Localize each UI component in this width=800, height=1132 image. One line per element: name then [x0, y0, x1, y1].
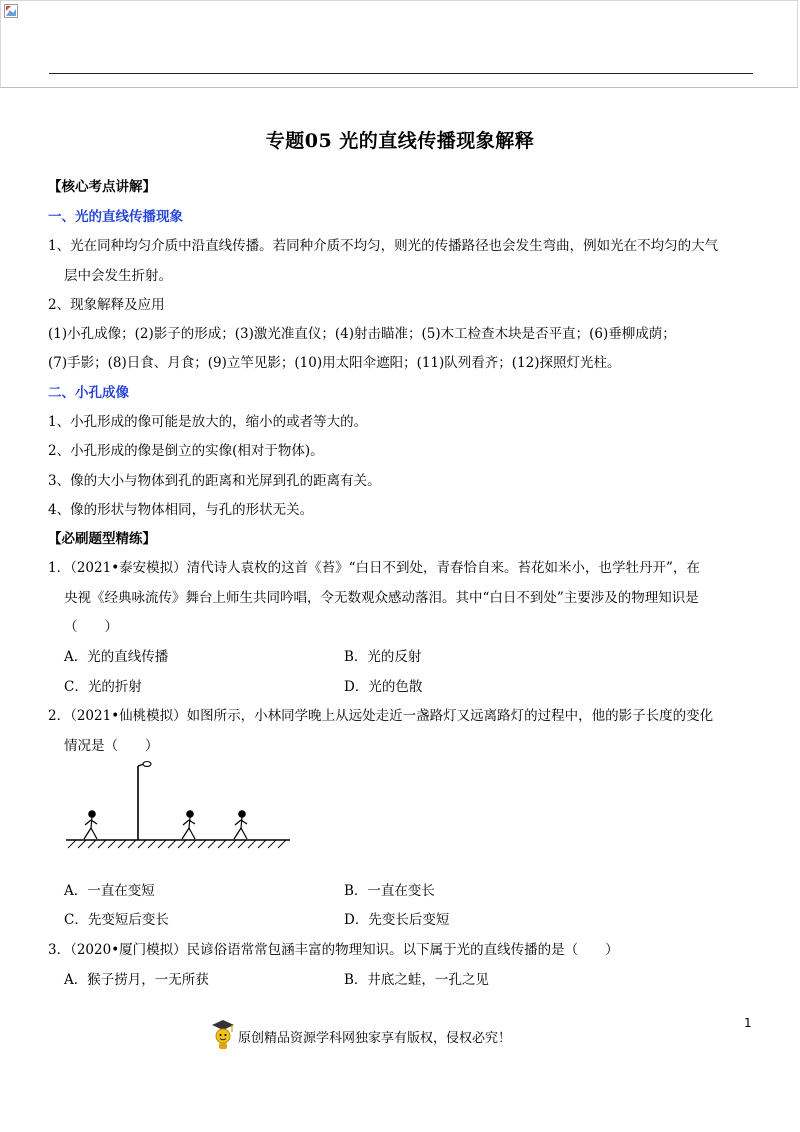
question-2-line-2: 情况是（ ）: [64, 738, 159, 754]
paragraph-2: 2、现象解释及应用: [48, 297, 165, 313]
question-2-line-1: 2．（2021•仙桃模拟）如图所示，小林同学晚上从远处走近一盏路灯又远离路灯的过程中，他的影子长度的变化: [48, 708, 714, 724]
question-2-option-c: C．先变短后变长: [64, 912, 169, 928]
section-heading-practice: 【必刷题型精练】: [48, 531, 156, 547]
street-lamp: [138, 762, 151, 841]
pinhole-point-4: 4、像的形状与物体相同，与孔的形状无关。: [48, 502, 314, 518]
applications-list-1: (1)小孔成像；(2)影子的形成；(3)激光准直仪；(4)射击瞄准；(5)木工检查木块是否平直；(6)垂柳成荫；: [48, 326, 676, 342]
page-header: [0, 0, 798, 88]
question-2-option-d: D．先变长后变短: [344, 912, 450, 928]
pinhole-point-2: 2、小孔形成的像是倒立的实像(相对于物体)。: [48, 443, 324, 459]
copyright-footer: [210, 1018, 550, 1052]
walking-person-right: [234, 811, 247, 839]
document-title: 专题05 光的直线传播现象解释: [265, 130, 535, 152]
copyright-text: 原创精品资源学科网独家享有版权，侵权必究！: [238, 1031, 512, 1046]
question-1-option-c: C．光的折射: [64, 679, 142, 695]
broken-image-icon: [4, 4, 18, 18]
walking-person-middle: [182, 811, 195, 839]
graduate-mascot-icon: [210, 1018, 236, 1052]
walking-person-left: [84, 811, 97, 839]
page-number: 1: [744, 1016, 752, 1030]
question-1-line-1: 1．（2021•泰安模拟）清代诗人袁枚的这首《苔》“白日不到处，青春恰自来。苔花如米小，也学牡丹开”，在: [48, 560, 700, 576]
question-3-option-a: A．猴子捞月，一无所获: [64, 972, 209, 988]
question-3-line-1: 3．（2020•厦门模拟）民谚俗语常常包涵丰富的物理知识。以下属于光的直线传播的是（ ）: [48, 942, 619, 958]
question-1-line-2: 央视《经典咏流传》舞台上师生共同吟唱，令无数观众感动落泪。其中“白日不到处”主要涉及的物理知识是: [64, 590, 699, 606]
paragraph-1: 1、光在同种均匀介质中沿直线传播。若同种介质不均匀，则光的传播路径也会发生弯曲，例如光在不均匀的大气: [48, 238, 719, 254]
question-1-line-3: （ ）: [64, 619, 118, 635]
question-3-option-b: B．井底之蛙，一孔之见: [344, 972, 489, 988]
heading-pinhole-imaging: 二、小孔成像: [48, 385, 129, 401]
pinhole-point-1: 1、小孔形成的像可能是放大的，缩小的或者等大的。: [48, 414, 368, 430]
question-2-option-b: B．一直在变长: [344, 883, 435, 899]
question-2-option-a: A．一直在变短: [64, 883, 155, 899]
pinhole-point-3: 3、像的大小与物体到孔的距离和光屏到孔的距离有关。: [48, 473, 381, 489]
section-heading-core: 【核心考点讲解】: [48, 179, 156, 195]
streetlight-diagram: [64, 760, 294, 852]
heading-straight-line-propagation: 一、光的直线传播现象: [48, 209, 183, 225]
question-1-option-a: A．光的直线传播: [64, 649, 169, 665]
question-1-option-b: B．光的反射: [344, 649, 422, 665]
ground-hatching: [66, 840, 290, 848]
question-1-option-d: D．光的色散: [344, 679, 423, 695]
applications-list-2: (7)手影；(8)日食、月食；(9)立竿见影；(10)用太阳伞遮阳；(11)队列看齐；(12)探照灯光柱。: [48, 355, 621, 371]
paragraph-1-cont: 层中会发生折射。: [64, 268, 172, 284]
header-divider: [49, 73, 753, 74]
